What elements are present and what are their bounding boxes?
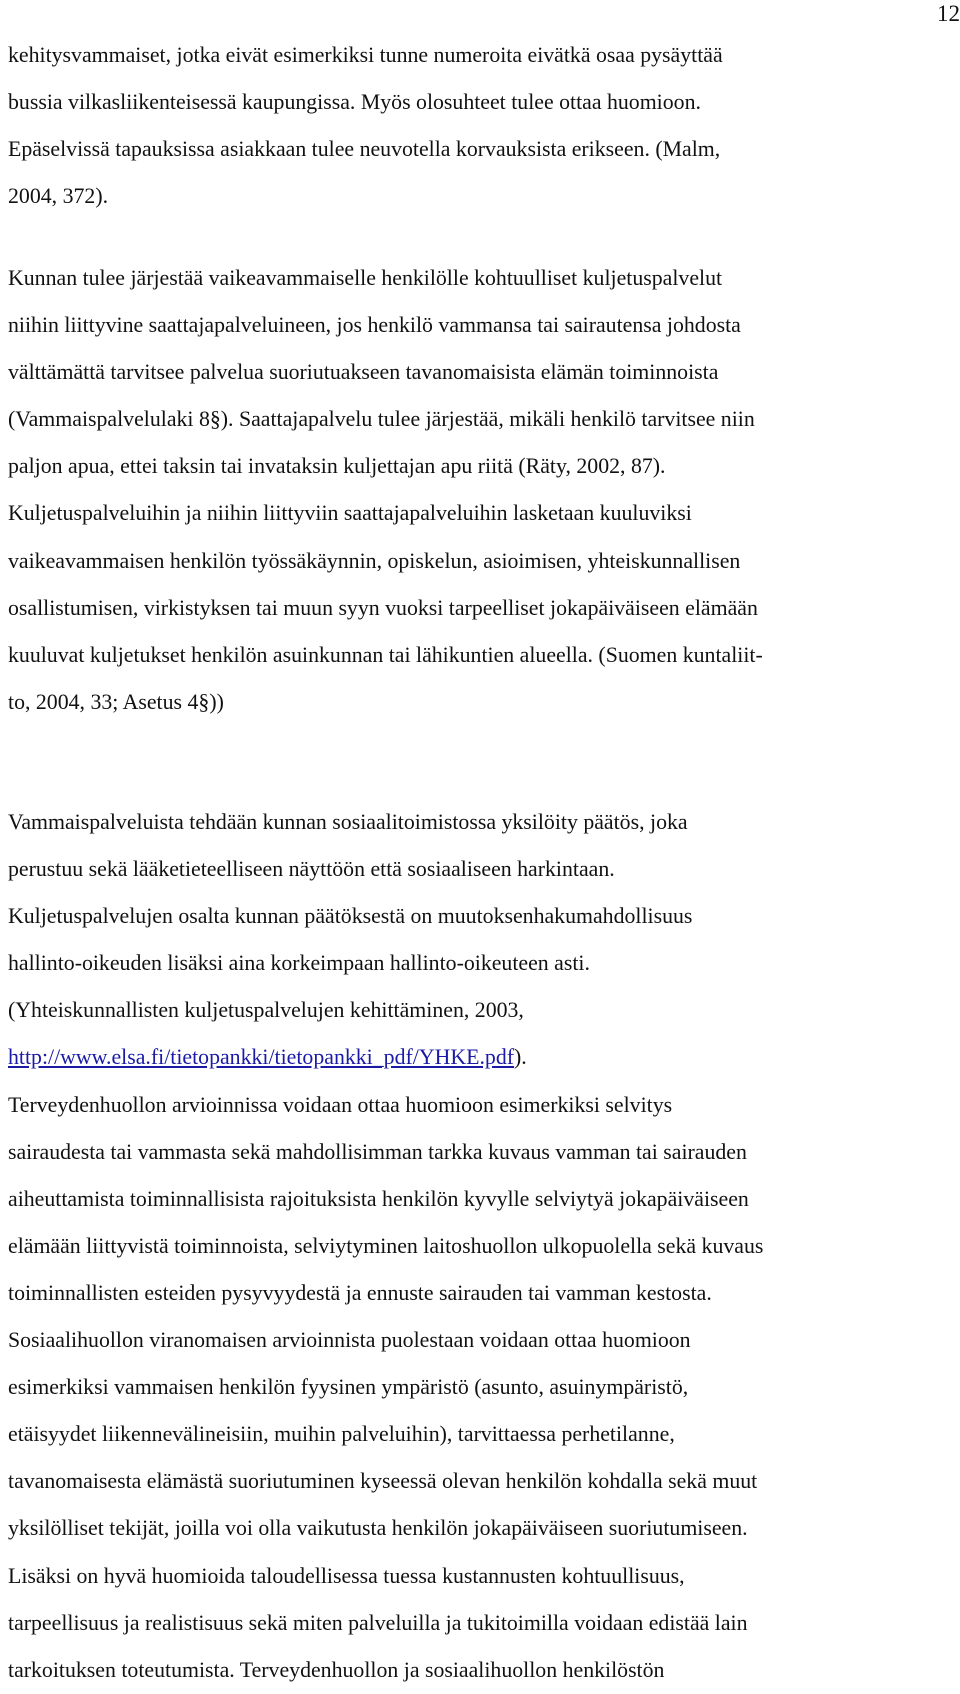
- text-line: sairaudesta tai vammasta sekä mahdollisimman tarkka kuvaus vamman tai sairauden: [8, 1139, 747, 1164]
- link-line: [8, 1034, 960, 1081]
- text-line: Kuljetuspalveluihin ja niihin liittyviin saattajapalveluihin lasketaan kuuluviksi: [8, 501, 692, 526]
- text-line: Vammaispalveluista tehdään kunnan sosiaalitoimistossa yksilöity päätös, joka: [8, 810, 688, 834]
- text-line: (Yhteiskunnallisten kuljetuspalvelujen kehittäminen, 2003,: [8, 998, 524, 1023]
- text-line: Epäselvissä tapauksissa asiakkaan tulee neuvotella korvauksista erikseen. (Malm,: [8, 137, 721, 162]
- text-line: esimerkiksi vammaisen henkilön fyysinen ympäristö (asunto, asuinympäristö,: [8, 1375, 689, 1400]
- text-line: osallistumisen, virkistyksen tai muun syyn vuoksi tarpeelliset jokapäiväiseen elämään: [8, 595, 758, 620]
- paragraph-3: [8, 799, 960, 1694]
- text-line: yksilölliset tekijät, joilla voi olla vaikutusta henkilön jokapäiväiseen suoriutumiseen.: [8, 1516, 748, 1541]
- text-line: hallinto-oikeuden lisäksi aina korkeimpaan hallinto-oikeuteen asti.: [8, 951, 590, 976]
- text-line: Lisäksi on hyvä huomioida taloudellisessa tuessa kustannusten kohtuullisuus,: [8, 1563, 685, 1588]
- text-line: 2004, 372).: [8, 184, 109, 209]
- text-line: niihin liittyvine saattajapalveluineen, jos henkilö vammansa tai sairautensa johdosta: [8, 313, 741, 338]
- text-line: to, 2004, 33; Asetus 4§)): [8, 689, 224, 714]
- text-line: elämään liittyvistä toiminnoista, selviytyminen laitoshuollon ulkopuolella sekä kuvaus: [8, 1233, 764, 1258]
- paragraph-1: [8, 32, 960, 220]
- text-line: paljon apua, ettei taksin tai invataksin kuljettajan apu riitä (Räty, 2002, 87).: [8, 454, 666, 479]
- text-line: välttämättä tarvitsee palvelua suoriutuakseen tavanomaisista elämän toiminnoista: [8, 360, 719, 385]
- text-line: toiminnallisten esteiden pysyvyydestä ja ennuste sairauden tai vamman kestosta.: [8, 1280, 712, 1305]
- text-line: tarpeellisuus ja realistisuus sekä miten palveluilla ja tukitoimilla voidaan edistää lain: [8, 1610, 748, 1635]
- text-line: etäisyydet liikennevälineisiin, muihin palveluihin), tarvittaessa perhetilanne,: [8, 1422, 675, 1447]
- page-number: 12: [937, 1, 960, 26]
- text-line: Kunnan tulee järjestää vaikeavammaiselle henkilölle kohtuulliset kuljetuspalvelut: [8, 266, 723, 290]
- link-suffix: ).: [514, 1045, 527, 1070]
- text-line: aiheuttamista toiminnallisista rajoituksista henkilön kyvylle selviytyä jokapäiväiseen: [8, 1186, 749, 1211]
- reference-link[interactable]: http://www.elsa.fi/tietopankki/tietopankki_pdf/YHKE.pdf: [8, 1045, 515, 1070]
- text-line: Kuljetuspalvelujen osalta kunnan päätöksestä on muutoksenhakumahdollisuus: [8, 904, 693, 929]
- text-line: Sosiaalihuollon viranomaisen arvioinnista puolestaan voidaan ottaa huomioon: [8, 1328, 691, 1353]
- text-line: tavanomaisesta elämästä suoriutuminen kyseessä olevan henkilön kohdalla sekä muut: [8, 1469, 758, 1494]
- text-line: vaikeavammaisen henkilön työssäkäynnin, opiskelun, asioimisen, yhteiskunnallisen: [8, 548, 741, 573]
- text-line: kuuluvat kuljetukset henkilön asuinkunnan tai lähikuntien alueella. (Suomen kuntaliit-: [8, 642, 763, 667]
- text-line: (Vammaispalvelulaki 8§). Saattajapalvelu tulee järjestää, mikäli henkilö tarvitsee niin: [8, 407, 755, 432]
- paragraph-2: [8, 255, 960, 726]
- text-line: Terveydenhuollon arvioinnissa voidaan ottaa huomioon esimerkiksi selvitys: [8, 1092, 673, 1117]
- text-line: tarkoituksen toteutumista. Terveydenhuollon ja sosiaalihuollon henkilöstön: [8, 1657, 665, 1682]
- text-line: perustuu sekä lääketieteelliseen näyttöön että sosiaaliseen harkintaan.: [8, 857, 615, 882]
- text-line: kehitysvammaiset, jotka eivät esimerkiksi tunne numeroita eivätkä osaa pysäyttää: [8, 43, 723, 67]
- text-line: bussia vilkasliikenteisessä kaupungissa. Myös olosuhteet tulee ottaa huomioon.: [8, 90, 701, 115]
